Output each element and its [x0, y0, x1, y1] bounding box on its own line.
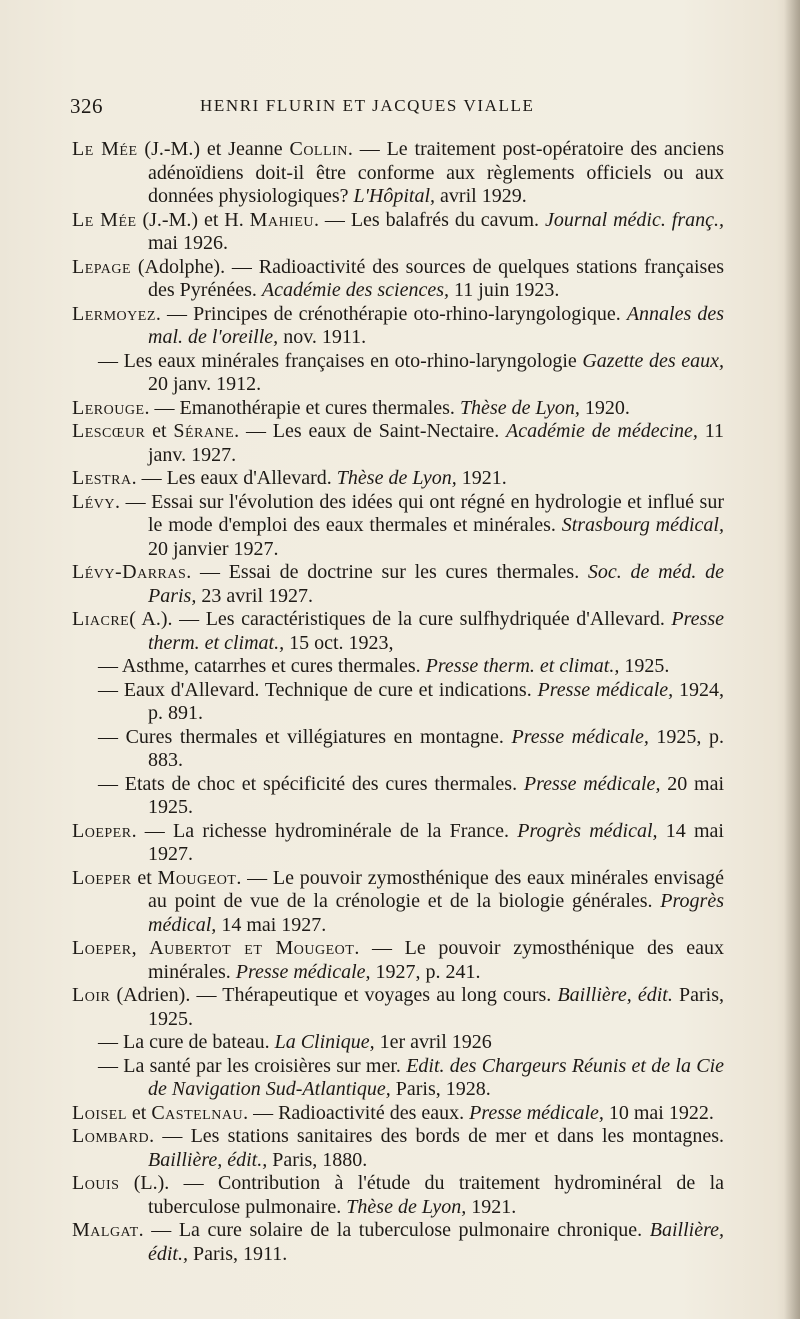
- entry-source: Baillière, édit.: [557, 984, 673, 1006]
- entry-date: 1er avril 1926: [374, 1031, 492, 1053]
- entry-source: Thèse de Lyon,: [336, 467, 457, 489]
- entry-author: Lestra: [72, 467, 132, 489]
- entry-author: Lévy-Darras: [72, 561, 187, 583]
- entry-date: 11 janv. 1927.: [148, 420, 724, 466]
- entry-title: — Les stations sanitaires des bords de mer et dans les montagnes.: [162, 1125, 725, 1147]
- entry-source: L'Hôpital,: [353, 185, 436, 207]
- entry-source: Strasbourg médical,: [561, 514, 724, 536]
- entry-title: — Thérapeutique et voyages au long cours.: [196, 984, 558, 1006]
- entry-date: 1924, p. 891.: [148, 678, 724, 724]
- entry-author: Le Mée: [72, 208, 137, 231]
- entry-author-detail: (L.).: [119, 1172, 184, 1194]
- entry-author-detail: ( A.).: [129, 608, 180, 630]
- entry-source: Presse médicale,: [235, 960, 371, 983]
- entry-title: . — Les balafrés du cavum.: [314, 208, 545, 231]
- entry-title: — La richesse hydrominérale de la France.: [144, 819, 518, 842]
- entry-source: Presse therm. et climat.,: [425, 655, 620, 677]
- entry-source: Académie de médecine,: [506, 420, 698, 442]
- bibliography-entry: [72, 1219, 724, 1266]
- entry-author-detail: .: [115, 490, 126, 513]
- bibliography-entry: [72, 209, 724, 256]
- entry-author-detail: (Adolphe).: [131, 255, 232, 278]
- entry-author: Loeper: [72, 819, 132, 842]
- bibliography-entry: [72, 608, 724, 655]
- entry-author: Lermoyez: [72, 302, 156, 325]
- bibliography-entry: [72, 138, 724, 209]
- entry-date: 1927, p. 241.: [370, 960, 481, 983]
- entry-date: 1925.: [619, 655, 670, 677]
- entry-title: — Les eaux minérales françaises en oto-rhino-laryngologie: [98, 349, 583, 372]
- entry-coauthor: Aubertot et Mougeot: [149, 937, 355, 959]
- entry-source: Edit. des Chargeurs Réunis et de la Cie de Navigation Sud-Atlantique,: [148, 1054, 725, 1100]
- entry-date: 20 janv. 1912.: [148, 373, 262, 395]
- entry-author-detail: .: [131, 467, 142, 489]
- entry-source: Académie des sciences,: [261, 279, 449, 301]
- bibliography-entry: [72, 1125, 724, 1172]
- entry-coauthor: Castelnau: [151, 1101, 244, 1124]
- entry-author-detail: (J.-M.) et Jeanne: [137, 138, 290, 160]
- entry-date: Paris, 1880.: [267, 1148, 368, 1171]
- entry-title: — La cure de bateau.: [98, 1031, 275, 1053]
- entry-author-detail: (Adrien).: [110, 984, 197, 1006]
- bibliography-entry: [72, 420, 724, 467]
- entry-author: Louis: [72, 1172, 120, 1194]
- bibliography-entry: [72, 726, 724, 773]
- entry-date: 1921.: [466, 1195, 517, 1218]
- entry-title: — Emanothérapie et cures thermales.: [154, 396, 460, 419]
- entry-title: — Cures thermales et villégiatures en montagne.: [98, 725, 512, 748]
- entry-date: 20 janvier 1927.: [148, 537, 279, 560]
- entry-title: — Eaux d'Allevard. Technique de cure et indications.: [98, 678, 538, 701]
- entry-source: Thèse de Lyon,: [459, 396, 580, 419]
- bibliography-entry: [72, 561, 724, 608]
- entry-source: Presse therm. et climat.,: [148, 608, 724, 654]
- entry-author: Lévy: [72, 490, 115, 513]
- entry-title: — La santé par les croisières sur mer.: [98, 1054, 407, 1077]
- entry-source: Annales des mal. de l'oreille,: [148, 302, 725, 348]
- entry-source: Soc. de méd. de Paris,: [148, 561, 725, 607]
- entry-title: — Principes de crénothérapie oto-rhino-laryngologique.: [167, 302, 627, 325]
- entry-date: 11 juin 1923.: [449, 279, 560, 301]
- entry-author: Lerouge: [72, 396, 145, 419]
- bibliography-entry: [72, 1172, 724, 1219]
- entry-source: La Clinique,: [274, 1031, 375, 1053]
- entry-author: Le Mée: [72, 138, 138, 160]
- entry-title: — Radioactivité des sources de quelques stations françaises des Pyrénées.: [148, 255, 724, 301]
- entry-source: Baillière, édit.,: [148, 1219, 725, 1265]
- entry-date: 23 avril 1927.: [196, 584, 313, 607]
- entry-date: 15 oct. 1923,: [284, 631, 394, 654]
- entry-title: . — Radioactivité des eaux.: [243, 1101, 470, 1124]
- bibliography-entry: [72, 1031, 724, 1055]
- bibliography-list: [72, 138, 724, 1266]
- entry-source: Progrès médical,: [517, 819, 658, 842]
- entry-date: nov. 1911.: [278, 326, 367, 348]
- bibliography-entry: [72, 773, 724, 820]
- entry-title: . — Les eaux de Saint-Nectaire.: [234, 420, 507, 442]
- entry-author-detail: .: [186, 561, 200, 583]
- entry-date: 14 mai 1927.: [148, 819, 724, 865]
- entry-title: . — Le pouvoir zymosthénique des eaux minérales envisagé au point de vue de la crénologie et de la biologie générales.: [148, 866, 724, 912]
- entry-author: Lombard: [72, 1125, 150, 1147]
- entry-author: Loir: [72, 984, 111, 1006]
- entry-author: Lepage: [72, 255, 132, 278]
- page-header: [70, 94, 730, 124]
- entry-title: . — Le traitement post-opératoire des anciens adénoïdiens doit-il être conforme aux règlements officiels ou aux données physiologiques?: [148, 138, 724, 207]
- bibliography-entry: [72, 1102, 724, 1126]
- entry-coauthor: Sérane: [173, 420, 235, 442]
- entry-date: Paris, 1925.: [148, 984, 724, 1030]
- entry-author-detail: et: [131, 866, 158, 889]
- entry-author: Liacre: [72, 608, 130, 630]
- bibliography-entry: [72, 303, 724, 350]
- bibliography-entry: [72, 256, 724, 303]
- entry-date: 1920.: [579, 396, 630, 419]
- entry-date: 14 mai 1927.: [216, 913, 327, 936]
- entry-date: 10 mai 1922.: [603, 1101, 714, 1124]
- entry-author: Malgat: [72, 1219, 139, 1241]
- entry-source: Presse médicale,: [537, 678, 674, 701]
- entry-source: Gazette des eaux,: [582, 349, 724, 372]
- entry-source: Presse médicale,: [511, 725, 649, 748]
- entry-author-detail: et: [126, 1101, 152, 1124]
- entry-author: Lescœur: [72, 420, 146, 442]
- entry-author-detail: .: [155, 302, 167, 325]
- entry-title: — Essai de doctrine sur les cures thermales.: [200, 561, 588, 583]
- entry-author: Loeper: [72, 937, 132, 959]
- entry-title: — Essai sur l'évolution des idées qui ont régné en hydrologie et influé sur le mode d'emploi des eaux thermales et minérales.: [125, 490, 725, 536]
- entry-author-detail: .: [149, 1125, 163, 1147]
- entry-author-detail: ,: [131, 937, 150, 959]
- page-number: 326: [70, 94, 103, 118]
- entry-title: — Les eaux d'Allevard.: [141, 467, 337, 489]
- entry-source: Presse médicale,: [523, 772, 661, 795]
- entry-title: . — Le pouvoir zymosthénique des eaux minérales.: [148, 937, 725, 983]
- entry-author-detail: et: [145, 420, 174, 442]
- bibliography-entry: [72, 984, 724, 1031]
- entry-source: Journal médic. franç.,: [544, 208, 725, 231]
- entry-date: 1925, p. 883.: [148, 725, 724, 771]
- bibliography-entry: [72, 820, 724, 867]
- entry-title: — Les caractéristiques de la cure sulfhydriquée d'Allevard.: [179, 608, 672, 630]
- entry-title: — Asthme, catarrhes et cures thermales.: [98, 655, 426, 677]
- bibliography-entry: [72, 397, 724, 421]
- bibliography-entry: [72, 655, 724, 679]
- entry-title: — Etats de choc et spécificité des cures thermales.: [98, 772, 524, 795]
- entry-title: — Contribution à l'étude du traitement hydrominéral de la tuberculose pulmonaire.: [148, 1172, 724, 1218]
- entry-author-detail: .: [138, 1219, 152, 1241]
- entry-date: mai 1926.: [148, 232, 228, 254]
- entry-author-detail: (J.-M.) et H.: [136, 208, 250, 231]
- entry-date: 20 mai 1925.: [148, 772, 725, 818]
- entry-date: Paris, 1928.: [390, 1078, 491, 1100]
- bibliography-entry: [72, 1055, 724, 1102]
- entry-author-detail: .: [131, 819, 145, 842]
- running-head: HENRI FLURIN ET JACQUES VIALLE: [200, 96, 535, 115]
- bibliography-entry: [72, 491, 724, 562]
- entry-coauthor: Mougeot: [157, 866, 237, 889]
- entry-date: 1921.: [456, 467, 507, 489]
- entry-source: Progrès médical,: [148, 890, 724, 936]
- entry-source: Presse médicale,: [469, 1101, 604, 1124]
- entry-coauthor: Collin: [289, 138, 348, 160]
- entry-date: avril 1929.: [435, 185, 527, 207]
- entry-author: Loeper: [72, 866, 132, 889]
- entry-source: Baillière, édit.,: [148, 1148, 268, 1171]
- entry-source: Thèse de Lyon,: [346, 1195, 467, 1218]
- bibliography-entry: [72, 867, 724, 938]
- bibliography-entry: [72, 350, 724, 397]
- entry-author-detail: .: [144, 396, 155, 419]
- entry-title: — La cure solaire de la tuberculose pulmonaire chronique.: [151, 1219, 650, 1241]
- entry-date: Paris, 1911.: [188, 1242, 288, 1265]
- bibliography-entry: [72, 937, 724, 984]
- bibliography-entry: [72, 679, 724, 726]
- bibliography-entry: [72, 467, 724, 491]
- page-edge-shadow: [784, 0, 800, 1319]
- entry-author: Loisel: [72, 1101, 127, 1124]
- entry-coauthor: Mahieu: [249, 208, 314, 231]
